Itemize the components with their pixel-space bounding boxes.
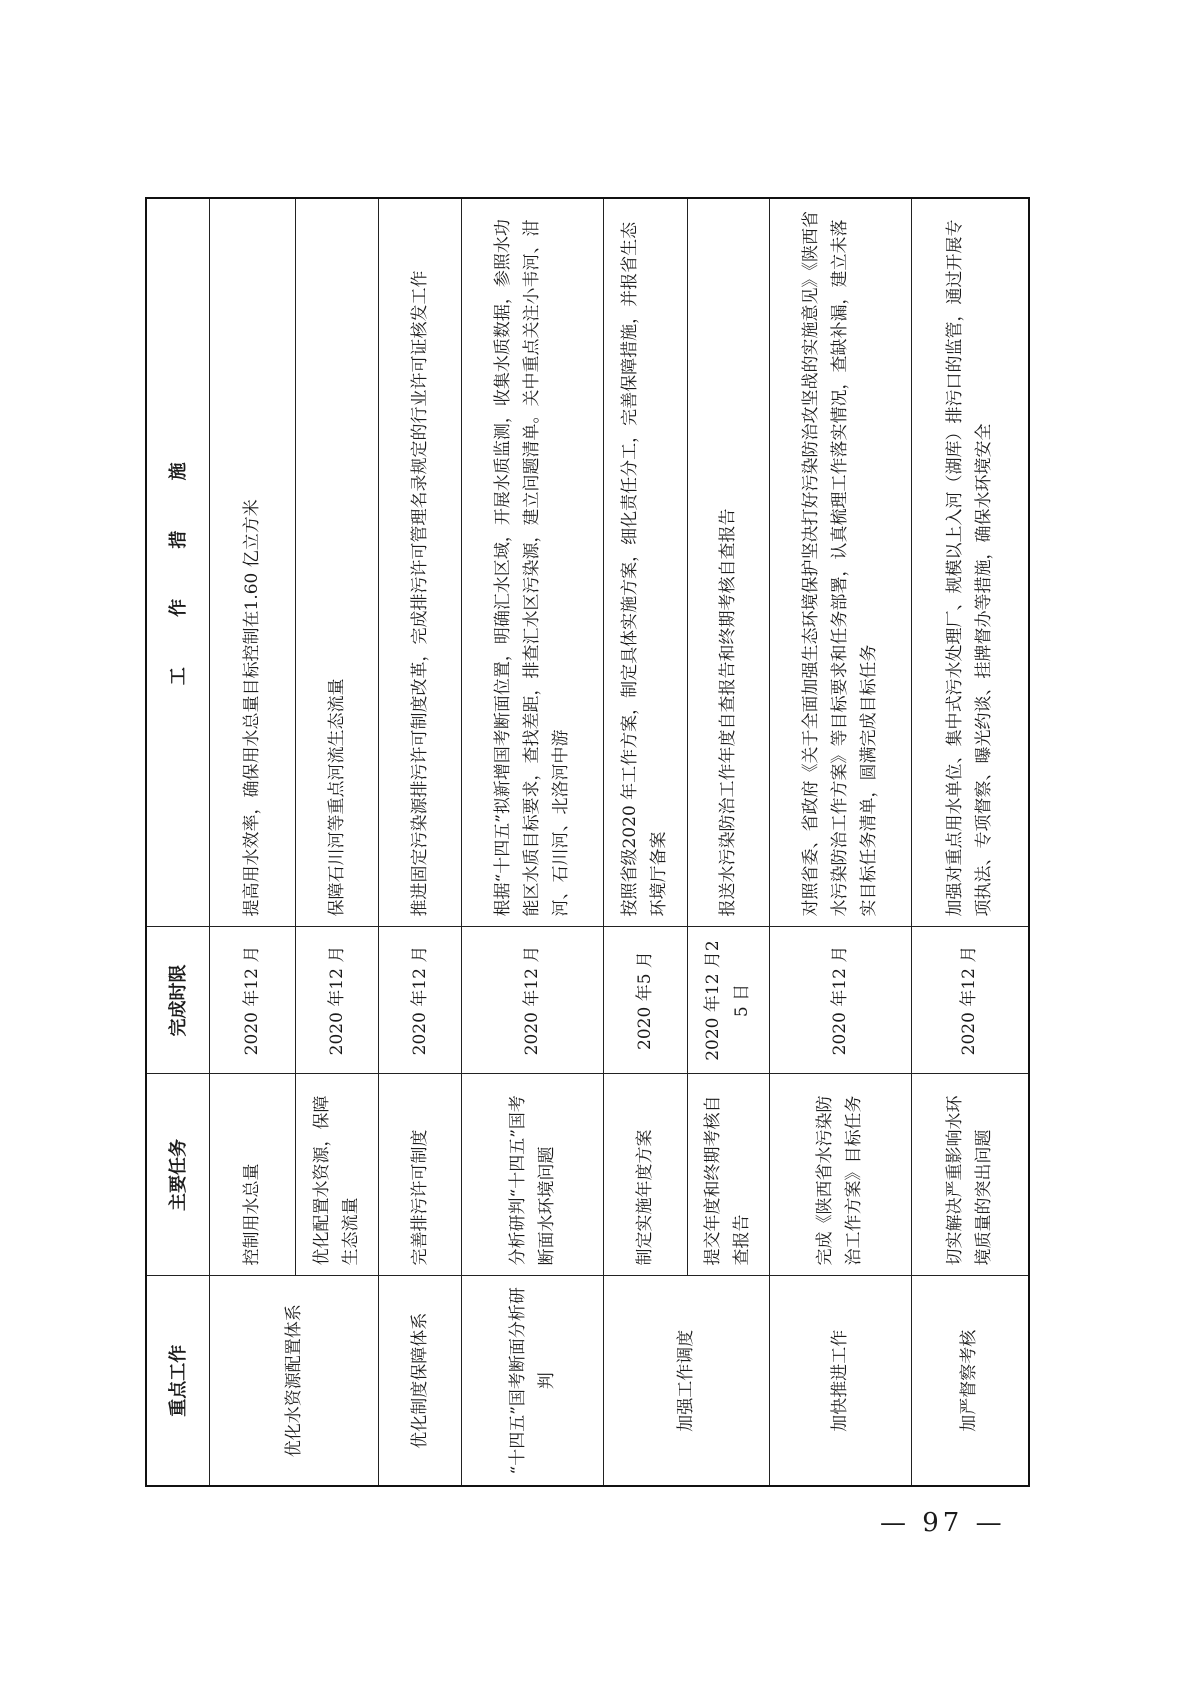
work-plan-table — [145, 197, 1030, 1487]
table-row — [210, 198, 296, 1486]
page-number: — 97 — — [880, 1508, 1006, 1538]
cell-deadline: 2020 年12 月 — [769, 927, 911, 1074]
table-row — [379, 198, 462, 1486]
cell-work: “十四五”国考断面分析研判 — [462, 1276, 604, 1486]
cell-task: 分析研判“十四五”国考断面水环境问题 — [462, 1074, 604, 1276]
table-row — [603, 198, 687, 1486]
cell-task: 完成《陕西省水污染防治工作方案》目标任务 — [769, 1074, 911, 1276]
cell-deadline: 2020 年12 月 — [911, 927, 1029, 1074]
cell-measures: 报送水污染防治工作年度自查报告和终期考核自查报告 — [688, 198, 770, 927]
cell-measures: 加强对重点用水单位、集中式污水处理厂、规模以上入河（湖库）排污口的监管，通过开展专项执法、专项督察、曝光约谈、挂牌督办等措施，确保水环境安全 — [911, 198, 1029, 927]
cell-deadline: 2020 年12 月 — [462, 927, 604, 1074]
cell-task: 控制用水总量 — [210, 1074, 296, 1276]
cell-task: 完善排污许可制度 — [379, 1074, 462, 1276]
cell-deadline: 2020 年12 月 — [210, 927, 296, 1074]
header-work: 重点工作 — [146, 1276, 210, 1486]
header-measures: 工 作 措 施 — [146, 198, 210, 927]
cell-work: 加严督察考核 — [911, 1276, 1029, 1486]
cell-measures: 推进固定污染源排污许可制度改革，完成排污许可管理名录规定的行业许可证核发工作 — [379, 198, 462, 927]
cell-deadline: 2020 年12 月 — [296, 927, 379, 1074]
cell-task: 切实解决严重影响水环境质量的突出问题 — [911, 1074, 1029, 1276]
table-row — [769, 198, 911, 1486]
cell-work: 加快推进工作 — [769, 1276, 911, 1486]
cell-deadline: 2020 年5 月 — [603, 927, 687, 1074]
cell-task: 优化配置水资源，保障生态流量 — [296, 1074, 379, 1276]
cell-task: 制定实施年度方案 — [603, 1074, 687, 1276]
cell-measures: 保障石川河等重点河流生态流量 — [296, 198, 379, 927]
cell-measures: 按照省级2020 年工作方案，制定具体实施方案，细化责任分工，完善保障措施，并报省生态环境厅备案 — [603, 198, 687, 927]
cell-work: 优化水资源配置体系 — [210, 1276, 379, 1486]
cell-work: 优化制度保障体系 — [379, 1276, 462, 1486]
cell-work: 加强工作调度 — [603, 1276, 769, 1486]
header-task: 主要任务 — [146, 1074, 210, 1276]
cell-measures: 提高用水效率，确保用水总量目标控制在1.60 亿立方米 — [210, 198, 296, 927]
table-row — [462, 198, 604, 1486]
rotated-table-container — [145, 199, 1030, 1487]
cell-deadline: 2020 年12 月25 日 — [688, 927, 770, 1074]
table-header-row — [146, 198, 210, 1486]
cell-task: 提交年度和终期考核自查报告 — [688, 1074, 770, 1276]
cell-measures: 根据“十四五”拟新增国考断面位置，明确汇水区域，开展水质监测，收集水质数据，参照水功能区水质目标要求，查找差距，排查汇水区污染源，建立问题清单。关中重点关注小韦河、泔河、石川河、北洛河中游 — [462, 198, 604, 927]
header-deadline: 完成时限 — [146, 927, 210, 1074]
cell-deadline: 2020 年12 月 — [379, 927, 462, 1074]
cell-measures: 对照省委、省政府《关于全面加强生态环境保护坚决打好污染防治攻坚战的实施意见》《陕西省水污染防治工作方案》等目标要求和任务部署，认真梳理工作落实情况，查缺补漏，建立未落实目标任务清单，圆满完成目标任务 — [769, 198, 911, 927]
table-row — [911, 198, 1029, 1486]
